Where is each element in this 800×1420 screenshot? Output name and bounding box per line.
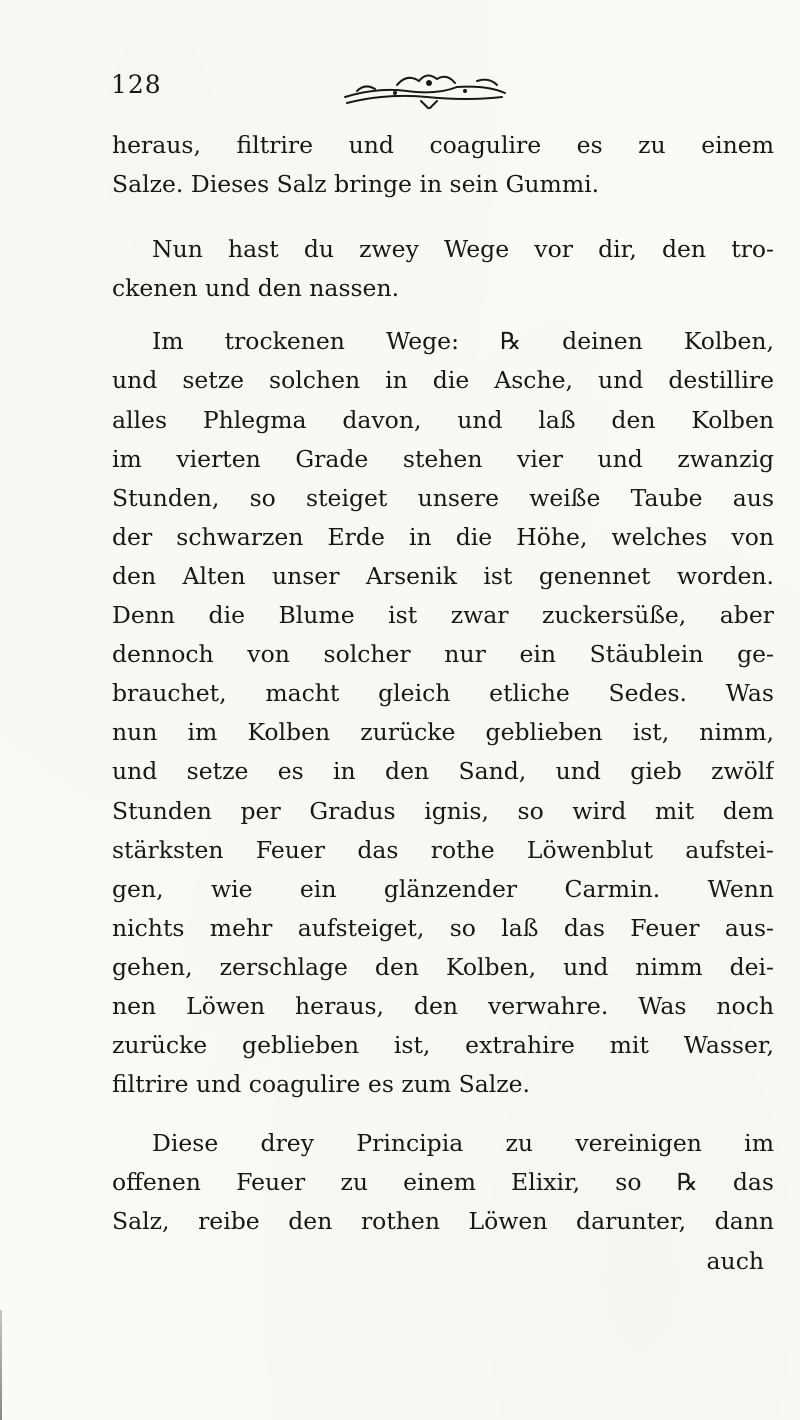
text-line: nun im Kolben zurücke geblieben ist, nimm,	[112, 718, 774, 747]
text-line: den Alten unser Arsenik ist genennet worden.	[112, 561, 774, 590]
page-number: 128	[111, 70, 162, 99]
text-line: gen, wie ein glänzender Carmin. Wenn	[112, 874, 774, 903]
text-line: Stunden, so steiget unsere weiße Taube aus	[112, 483, 774, 512]
text-line: nichts mehr aufsteiget, so laß das Feuer aus-	[112, 913, 774, 942]
text-line: Im trockenen Wege: ℞ deinen Kolben,	[152, 327, 774, 356]
text-line: ckenen und den nassen.	[112, 274, 400, 303]
text-line: brauchet, macht gleich etliche Sedes. Was	[112, 679, 774, 708]
text-line: stärksten Feuer das rothe Löwenblut aufstei-	[112, 835, 774, 864]
text-line: Nun hast du zwey Wege vor dir, den tro-	[152, 235, 774, 264]
paragraph	[112, 322, 774, 1104]
paragraph	[112, 230, 774, 308]
text-line: heraus, filtrire und coagulire es zu einem	[112, 131, 774, 159]
paragraph	[112, 126, 774, 204]
text-line: Salze. Dieses Salz bringe in sein Gummi.	[112, 170, 600, 199]
text-line: offenen Feuer zu einem Elixir, so ℞ das	[112, 1168, 774, 1197]
paragraph	[112, 1124, 774, 1241]
body-text	[112, 126, 774, 1281]
text-line: und setze solchen in die Asche, und destillire	[112, 366, 774, 395]
text-line: zurücke geblieben ist, extrahire mit Wasser,	[112, 1031, 774, 1060]
headpiece-ornament	[337, 67, 512, 109]
text-line: im vierten Grade stehen vier und zwanzig	[112, 444, 774, 473]
page-edge-shadow	[0, 1310, 2, 1420]
text-line: Stunden per Gradus ignis, so wird mit dem	[112, 796, 774, 825]
text-line: nen Löwen heraus, den verwahre. Was noch	[112, 991, 774, 1020]
text-line: der schwarzen Erde in die Höhe, welches von	[112, 522, 774, 551]
text-line: filtrire und coagulire es zum Salze.	[112, 1070, 531, 1099]
text-line: Denn die Blume ist zwar zuckersüße, aber	[112, 601, 774, 630]
text-line: Diese drey Principia zu vereinigen im	[152, 1129, 774, 1158]
text-line: alles Phlegma davon, und laß den Kolben	[112, 405, 774, 434]
text-line: gehen, zerschlage den Kolben, und nimm dei-	[112, 952, 774, 981]
text-line: dennoch von solcher nur ein Stäublein ge-	[112, 640, 774, 669]
catchword: auch	[706, 1246, 764, 1275]
text-line: Salz, reibe den rothen Löwen darunter, dann	[112, 1207, 774, 1236]
text-line: und setze es in den Sand, und gieb zwölf	[112, 757, 774, 786]
